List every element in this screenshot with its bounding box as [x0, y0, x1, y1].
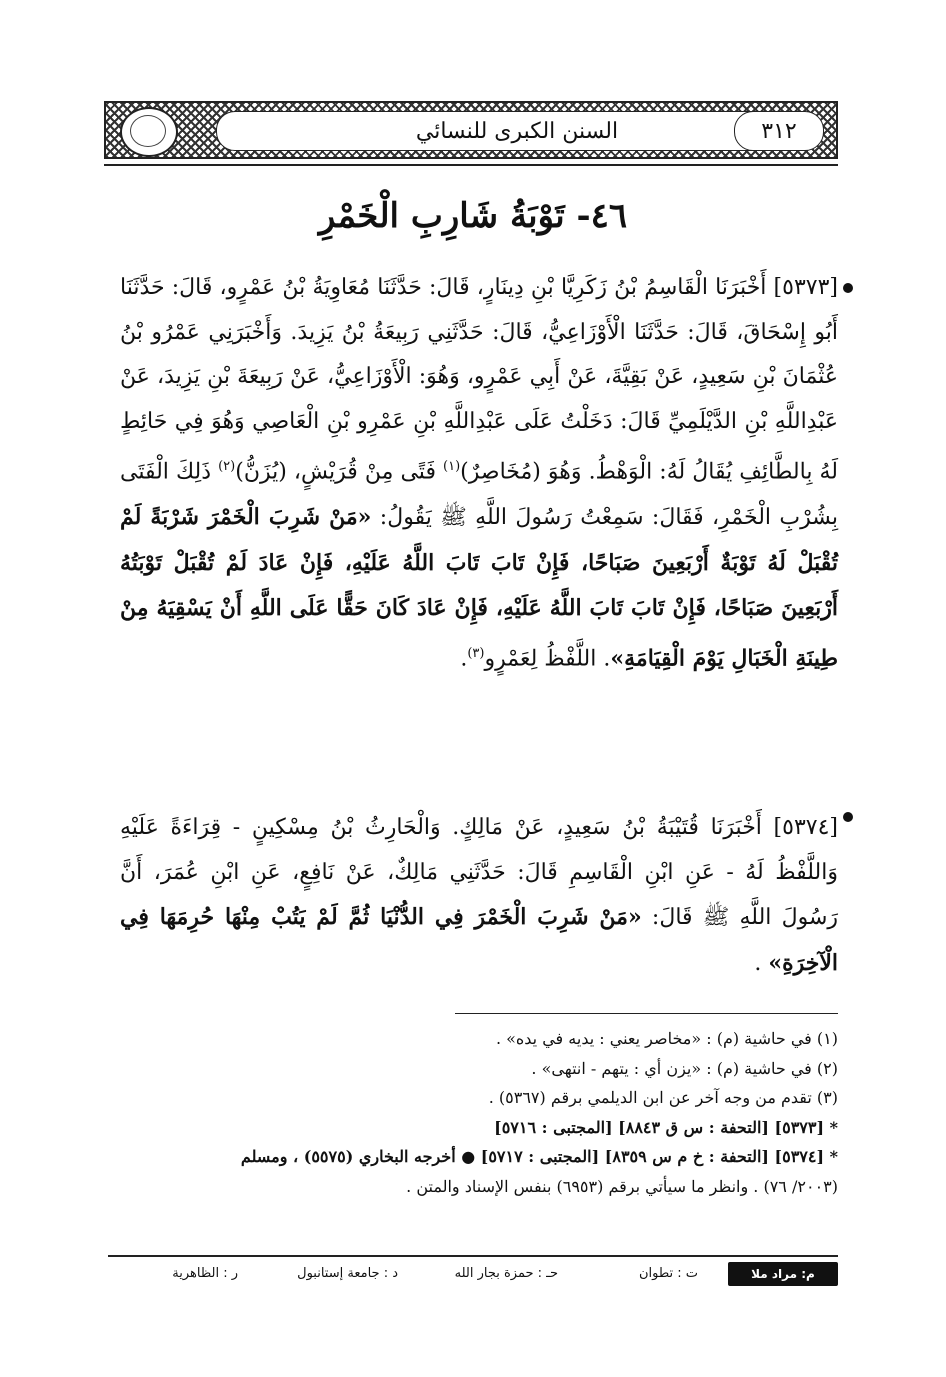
takhrij-5374: * [٥٣٧٤] [التحفة : خ م س ٨٣٥٩] [المجتبى : ٥٧١٧] ● أخرجه البخاري (٥٥٧٥) ، ومسلم [240, 1147, 838, 1166]
hadith-matn: «مَنْ شَرِبَ الْخَمْرَ فِي الدُّنْيَا ثُمَّ لَمْ يَتُبْ مِنْهَا حُرِمَهَا فِي الْآخِرَةِ» [120, 904, 838, 977]
manuscript-sigla-bar [108, 1260, 838, 1290]
takhrij-5374-cont: (٢٠٠٣/ ٧٦) . وانظر ما سيأتي برقم (٦٩٥٣) بنفس الإسناد والمتن . [406, 1176, 838, 1196]
footnote-ref-1: (١) [443, 458, 461, 474]
siglum-m: م: مراد ملا [728, 1262, 838, 1286]
hadith-5373 [120, 266, 838, 682]
hadith-matn: «مَنْ شَرِبَ الْخَمْرَ شَرْبَةً لَمْ تُقْبَلْ لَهُ تَوْبَةٌ أَرْبَعِينَ صَبَاحًا، فَإِنْ تَابَ تَابَ اللَّهُ عَلَيْهِ، فَإِنْ عَادَ لَمْ تُقْبَلْ تَوْبَتُهُ أَرْبَعِينَ صَبَاحًا، فَإِنْ تَابَ تَابَ اللَّهُ عَلَيْهِ، فَإِنْ عَادَ كَانَ حَقًّا عَلَى اللَّهِ أَنْ يَسْقِيَهُ مِنْ طِينَةِ الْخَبَالِ يَوْمَ الْقِيَامَةِ» [120, 503, 838, 672]
siglum-h: حـ : حمزة بجار الله [454, 1266, 558, 1281]
footnote-2: (٢) في حاشية (م) : «يزن أي : يتهم - انتهى» . [531, 1058, 838, 1078]
book-seal-logo [120, 107, 178, 157]
siglum-r: ر : الظاهرية [172, 1266, 238, 1281]
hadith-isnad: [٥٣٧٣] أَخْبَرَنَا الْقَاسِمُ بْنُ زَكَرِيَّا بْنِ دِينَارٍ، قَالَ: حَدَّثَنَا مُعَاوِيَةُ بْنُ عَمْرٍو، قَالَ: حَدَّثَنَا أَبُو إِسْحَاقَ، قَالَ: حَدَّثَنَا الْأَوْزَاعِيُّ، قَالَ: حَدَّثَنِي رَبِيعَةُ بْنُ يَزِيدَ. وَأَخْبَرَنِي عَمْرُو بْنُ عُثْمَانَ بْنِ سَعِيدٍ، عَنْ بَقِيَّةَ، عَنْ أَبِي عَمْرٍو، وَهُوَ: الْأَوْزَاعِيُّ، عَنْ رَبِيعَةَ بْنِ يَزِيدَ، عَنْ عَبْدِاللَّهِ بْنِ الدَّيْلَمِيِّ قَالَ: دَخَلْتُ عَلَى عَبْدِاللَّهِ بْنِ عَمْرِو بْنِ الْعَاصِي وَهُوَ فِي حَائِطٍ لَهُ بِالطَّائِفِ يُقَالُ لَهُ: الْوَهْطُ. وَهُوَ (مُخَاصِرٌ) [120, 275, 839, 485]
hadith-tail: . [754, 951, 769, 977]
page-header [104, 101, 838, 159]
header-title-cartouche [216, 111, 818, 151]
takhrij-5373: * [٥٣٧٣] [التحفة : س ق ٨٨٤٣] [المجتبى : ٥٧١٦] [494, 1117, 838, 1137]
hadith-text: فَتًى مِنْ قُرَيْشٍ، (يُزَنُّ) [235, 459, 444, 485]
bottom-rule [108, 1255, 838, 1257]
chapter-title: ٤٦- تَوْبَةُ شَارِبِ الْخَمْرِ [318, 196, 628, 236]
bullet-icon [843, 812, 853, 822]
footnote-3: (٣) تقدم من وجه آخر عن ابن الديلمي برقم (٥٣٦٧) . [488, 1088, 838, 1107]
hadith-ending: . اللَّفْظُ لِعَمْرٍو [484, 646, 611, 672]
hadith-tail: . [460, 646, 468, 672]
hadith-5374 [120, 806, 838, 987]
bullet-icon [843, 283, 853, 293]
hadith-text: ذَلِكَ الْفَتَى بِشُرْبِ الْخَمْرِ، فَقَالَ: سَمِعْتُ رَسُولَ اللَّهِ ﷺ يَقُولُ: [120, 459, 838, 530]
siglum-t: ت : تطوان [638, 1266, 698, 1281]
footnote-1: (١) في حاشية (م) : «مخاصر يعني : يديه في يده» . [495, 1029, 838, 1048]
book-title: السنن الكبرى للنسائي [415, 118, 619, 144]
hadith-isnad: [٥٣٧٤] أَخْبَرَنَا قُتَيْبَةُ بْنُ سَعِيدٍ، عَنْ مَالِكٍ. وَالْحَارِثُ بْنُ مِسْكِينٍ - قِرَاءَةً عَلَيْهِ وَاللَّفْظُ لَهُ - عَنِ ابْنِ الْقَاسِمِ قَالَ: حَدَّثَنِي مَالِكٌ، عَنْ نَافِعٍ، عَنِ ابْنِ عُمَرَ، أَنَّ رَسُولَ اللَّهِ ﷺ قَالَ: [120, 815, 839, 931]
footnotes [120, 1024, 838, 1201]
header-rule [104, 164, 838, 166]
siglum-d: د : جامعة إستانبول [297, 1266, 398, 1281]
footnote-ref-2: (٢) [218, 458, 236, 474]
footnote-rule [455, 1013, 838, 1014]
footnote-ref-3: (٣) [467, 645, 485, 661]
page-number: ٣١٢ [734, 111, 824, 151]
